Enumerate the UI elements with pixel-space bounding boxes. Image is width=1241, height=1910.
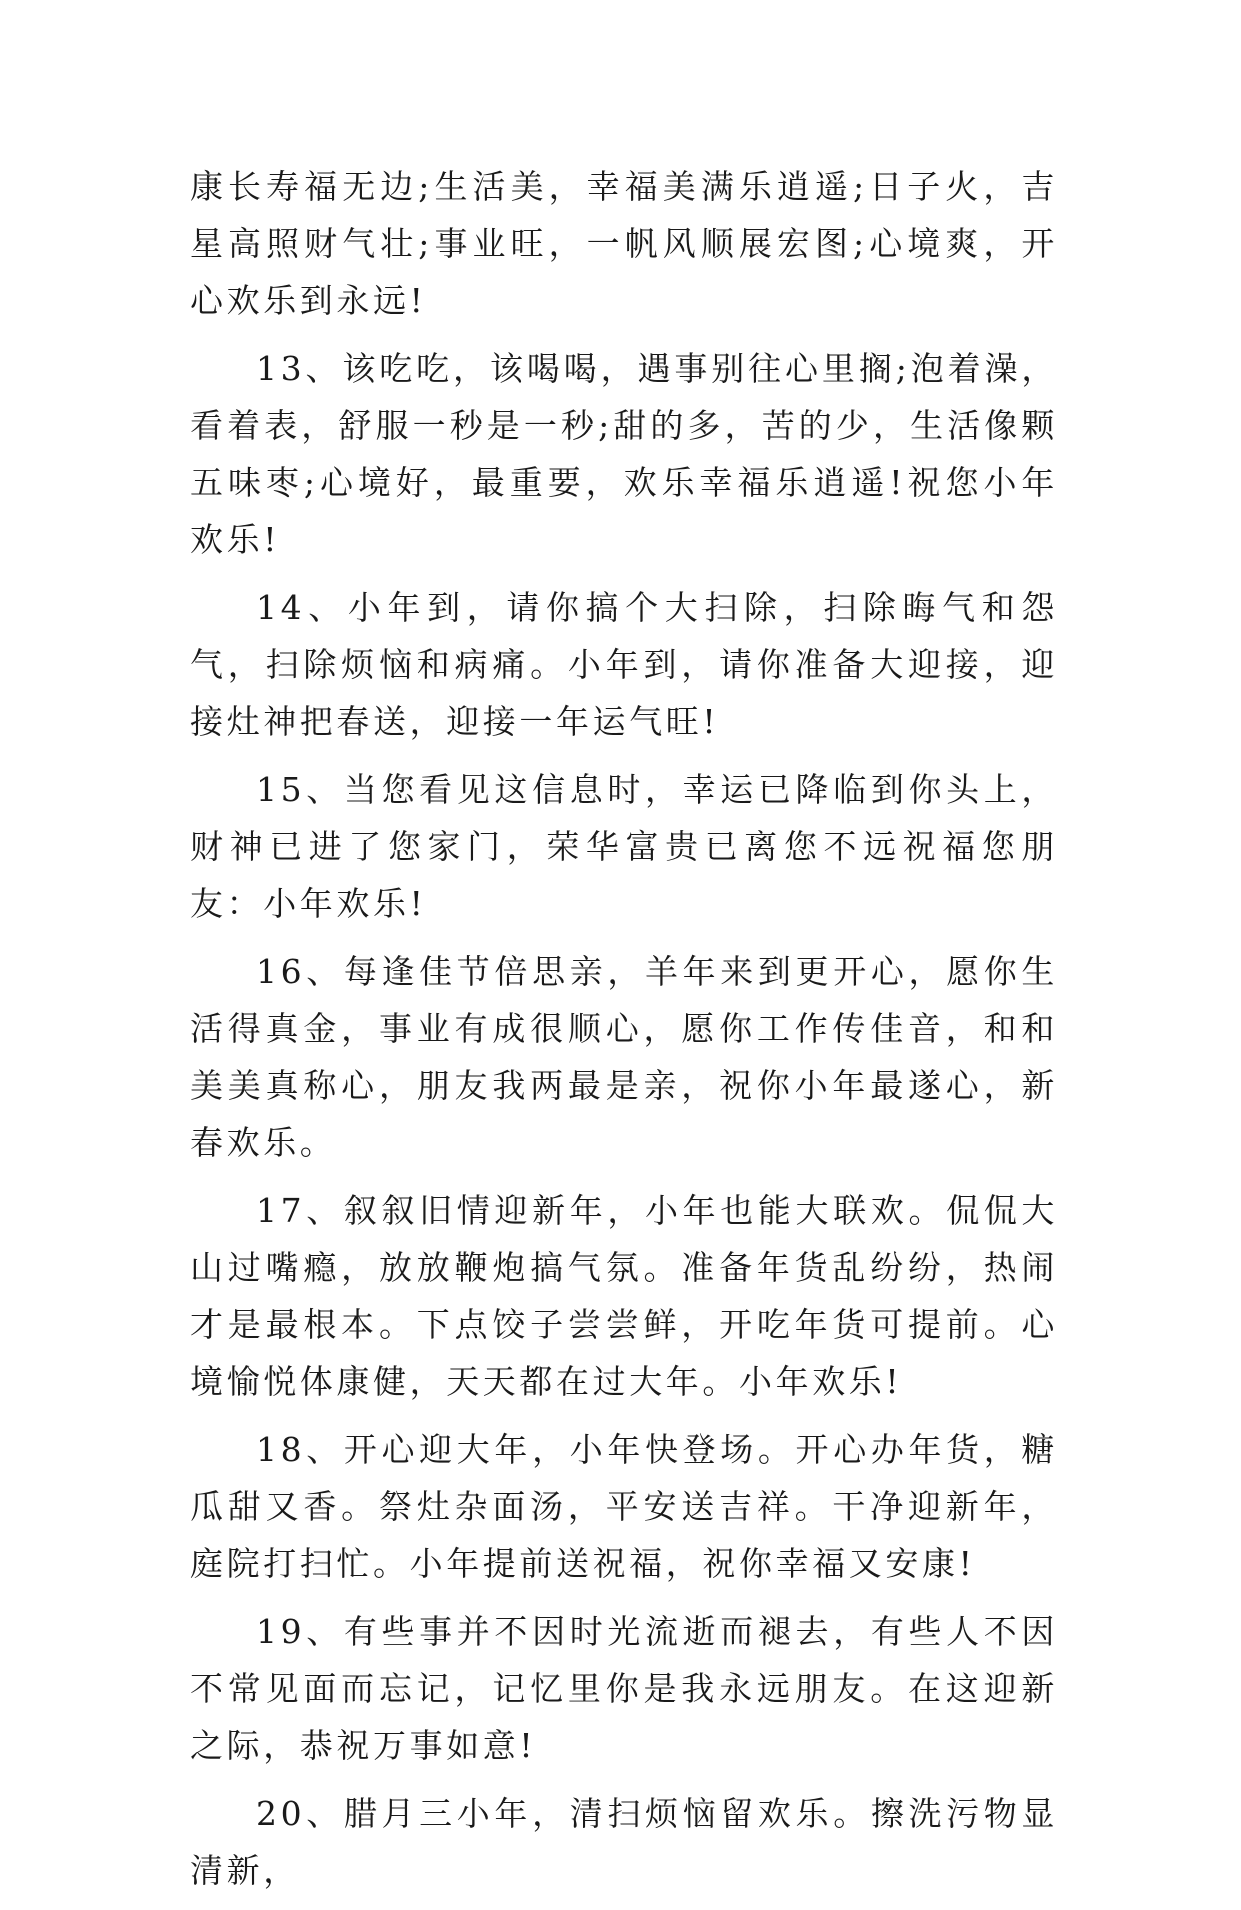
paragraph-14: 14、小年到，请你搞个大扫除，扫除晦气和怨气，扫除烦恼和病痛。小年到，请你准备大迎接，迎接灶神把春送，迎接一年运气旺! <box>190 588 1058 741</box>
paragraph-13: 13、该吃吃，该喝喝，遇事别往心里搁;泡着澡，看着表，舒服一秒是一秒;甜的多，苦的少，生活像颗五味枣;心境好，最重要，欢乐幸福乐逍遥!祝您小年欢乐! <box>190 349 1058 559</box>
paragraph-continued: 康长寿福无边;生活美，幸福美满乐逍遥;日子火，吉星高照财气壮;事业旺，一帆风顺展宏图;心境爽，开心欢乐到永远! <box>190 167 1058 320</box>
document-body <box>190 158 1058 1910</box>
paragraph-16: 16、每逢佳节倍思亲，羊年来到更开心，愿你生活得真金，事业有成很顺心，愿你工作传佳音，和和美美真称心，朋友我两最是亲，祝你小年最遂心，新春欢乐。 <box>190 952 1058 1162</box>
paragraph-20: 20、腊月三小年，清扫烦恼留欢乐。擦洗污物显清新， <box>190 1794 1058 1890</box>
paragraph-18: 18、开心迎大年，小年快登场。开心办年货，糖瓜甜又香。祭灶杂面汤，平安送吉祥。干净迎新年，庭院打扫忙。小年提前送祝福，祝你幸福又安康! <box>190 1430 1058 1583</box>
paragraph-19: 19、有些事并不因时光流逝而褪去，有些人不因不常见面而忘记，记忆里你是我永远朋友。在这迎新之际，恭祝万事如意! <box>190 1612 1058 1765</box>
paragraph-15: 15、当您看见这信息时，幸运已降临到你头上，财神已进了您家门，荣华富贵已离您不远祝福您朋友：小年欢乐! <box>190 770 1058 923</box>
paragraph-17: 17、叙叙旧情迎新年，小年也能大联欢。侃侃大山过嘴瘾，放放鞭炮搞气氛。准备年货乱纷纷，热闹才是最根本。下点饺子尝尝鲜，开吃年货可提前。心境愉悦体康健，天天都在过大年。小年欢乐! <box>190 1191 1058 1401</box>
